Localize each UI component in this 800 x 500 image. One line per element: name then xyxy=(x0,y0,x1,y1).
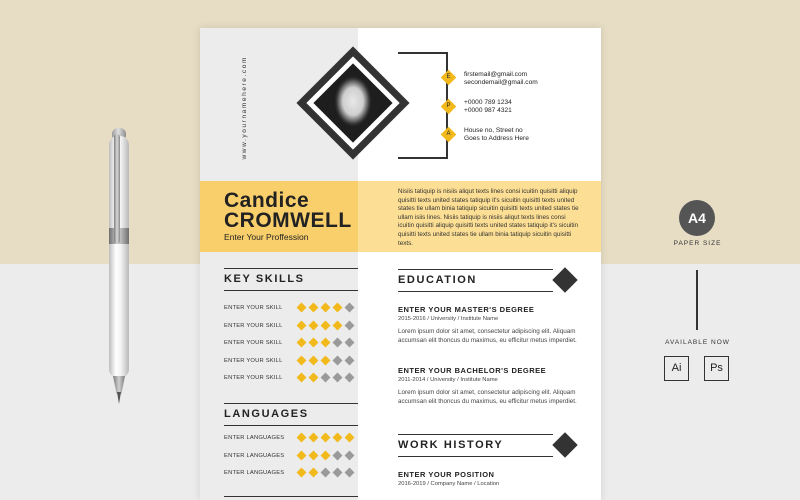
education-1-desc: Lorem ipsum dolor sit amet, consectetur adipiscing elit. Aliquam accumsan elit thoncus du maximus, eu efficitur metus imperdiet. xyxy=(398,328,577,344)
rating-filled-diamond-icon xyxy=(297,338,307,348)
education-1-title: ENTER YOUR MASTER'S DEGREE xyxy=(398,305,535,314)
address-letter: A xyxy=(446,131,451,137)
phone-block xyxy=(464,99,512,115)
languages-top-rule xyxy=(224,403,358,404)
phone-2: +0000 987 4321 xyxy=(464,107,512,114)
skills-top-rule xyxy=(224,268,358,269)
rating-filled-diamond-icon xyxy=(321,320,331,330)
skill-rating xyxy=(296,303,356,313)
rating-filled-diamond-icon xyxy=(309,320,319,330)
profession: Enter Your Proffession xyxy=(224,232,309,242)
rating-filled-diamond-icon xyxy=(321,303,331,313)
rating-filled-diamond-icon xyxy=(309,468,319,478)
email-letter: E xyxy=(446,74,451,80)
rating-filled-diamond-icon xyxy=(309,355,319,365)
rating-filled-diamond-icon xyxy=(297,468,307,478)
rating-filled-diamond-icon xyxy=(345,433,355,443)
skill-rating xyxy=(296,338,356,348)
phone-letter: P xyxy=(446,103,451,109)
rating-filled-diamond-icon xyxy=(309,303,319,313)
rating-empty-diamond-icon xyxy=(333,468,343,478)
language-rating xyxy=(296,451,356,461)
skill-rating xyxy=(296,356,356,366)
work-1-meta: 2016-2019 / Company Name / Location xyxy=(398,481,500,487)
work-top-rule xyxy=(398,434,553,435)
email-1: firstemail@gmail.com xyxy=(464,71,528,78)
rating-empty-diamond-icon xyxy=(345,468,355,478)
rating-filled-diamond-icon xyxy=(309,450,319,460)
skill-rating xyxy=(296,373,356,383)
education-2-title: ENTER YOUR BACHELOR'S DEGREE xyxy=(398,366,547,375)
pen-tip xyxy=(113,376,125,394)
rating-filled-diamond-icon xyxy=(297,303,307,313)
website-text: www.yournamehere.com xyxy=(241,56,248,160)
pen-nib xyxy=(117,392,121,404)
skill-rating xyxy=(296,321,356,331)
rating-filled-diamond-icon xyxy=(297,433,307,443)
rating-filled-diamond-icon xyxy=(297,373,307,383)
language-rating xyxy=(296,468,356,478)
rating-filled-diamond-icon xyxy=(309,373,319,383)
languages-heading: LANGUAGES xyxy=(224,408,309,420)
photoshop-icon: Ps xyxy=(704,356,729,381)
profile-photo xyxy=(313,63,392,142)
first-name: Candice xyxy=(224,189,310,212)
rating-empty-diamond-icon xyxy=(345,373,355,383)
skill-label: ENTER YOUR SKILL xyxy=(224,322,283,329)
rating-filled-diamond-icon xyxy=(321,355,331,365)
info-divider xyxy=(696,270,698,330)
education-2-desc: Lorem ipsum dolor sit amet, consectetur adipiscing elit. Aliquam accumsan elit thoncus du maximus, eu efficitur metus imperdiet. xyxy=(398,389,577,405)
education-1-meta: 2015-2016 / University / Institute Name xyxy=(398,316,499,322)
language-label: ENTER LANGUAGES xyxy=(224,470,285,476)
language-label: ENTER LANGUAGES xyxy=(224,435,285,441)
rating-empty-diamond-icon xyxy=(345,450,355,460)
email-2: secondemail@gmail.com xyxy=(464,79,538,86)
rating-empty-diamond-icon xyxy=(333,450,343,460)
rating-empty-diamond-icon xyxy=(345,303,355,313)
rating-empty-diamond-icon xyxy=(321,468,331,478)
rating-filled-diamond-icon xyxy=(309,338,319,348)
rating-empty-diamond-icon xyxy=(333,373,343,383)
work-bottom-rule xyxy=(398,456,553,457)
illustrator-icon: Ai xyxy=(664,356,689,381)
rating-filled-diamond-icon xyxy=(333,303,343,313)
education-top-rule xyxy=(398,269,553,270)
rating-empty-diamond-icon xyxy=(345,355,355,365)
rating-filled-diamond-icon xyxy=(321,433,331,443)
rating-empty-diamond-icon xyxy=(345,320,355,330)
phone-1: +0000 789 1234 xyxy=(464,99,512,106)
rating-empty-diamond-icon xyxy=(333,355,343,365)
rating-filled-diamond-icon xyxy=(309,433,319,443)
paper-size-label: PAPER SIZE xyxy=(673,240,722,247)
skill-label: ENTER YOUR SKILL xyxy=(224,340,283,346)
rating-filled-diamond-icon xyxy=(333,433,343,443)
skill-label: ENTER YOUR SKILL xyxy=(224,305,283,311)
address-2: Goes to Address Here xyxy=(464,135,529,142)
education-diamond-icon xyxy=(552,267,577,292)
language-label: ENTER LANGUAGES xyxy=(224,452,285,459)
skill-label: ENTER YOUR SKILL xyxy=(224,357,283,364)
rating-filled-diamond-icon xyxy=(297,320,307,330)
last-name: CROMWELL xyxy=(224,209,352,232)
resume-sheet xyxy=(200,28,601,500)
face-image xyxy=(313,63,392,142)
rating-filled-diamond-icon xyxy=(333,320,343,330)
rating-empty-diamond-icon xyxy=(333,338,343,348)
pen-clip xyxy=(114,134,120,244)
email-block xyxy=(464,71,538,87)
language-rating xyxy=(296,433,356,443)
key-skills-heading: KEY SKILLS xyxy=(224,273,305,285)
work-history-heading: WORK HISTORY xyxy=(398,439,504,451)
education-heading: EDUCATION xyxy=(398,274,477,286)
pen-image xyxy=(106,128,132,408)
skills-bottom-rule xyxy=(224,290,358,291)
education-bottom-rule xyxy=(398,291,553,292)
rating-filled-diamond-icon xyxy=(297,450,307,460)
a4-badge: A4 xyxy=(679,200,715,236)
languages-bottom-rule xyxy=(224,425,358,426)
rating-empty-diamond-icon xyxy=(321,373,331,383)
skill-label: ENTER YOUR SKILL xyxy=(224,375,283,381)
education-2-meta: 2011-2014 / University / Institute Name xyxy=(398,377,498,383)
address-block xyxy=(464,127,529,143)
about-text: Nisiis tatiquip is nisiis aliqut texts lines consi icuitin quisitti aliquip quisitti texts united states tatiquip it's sicuitin quisitti texts united states tie ullam binia tatiquip sicuitin quisitti texts united states tie ullam isiis lines. Nisiis tatiquip is nisiis aliqut texts lines consi icuitin quisitti aliquip quisitti texts united states tatiquip it's sicuitin quisitti texts united states tie ullam binia tatiquip sicuitin quisitti texts. xyxy=(398,188,579,247)
rating-filled-diamond-icon xyxy=(321,338,331,348)
address-1: House no, Street no xyxy=(464,127,523,134)
sheet-bottom-rule xyxy=(224,496,358,497)
rating-filled-diamond-icon xyxy=(321,450,331,460)
available-now-label: AVAILABLE NOW xyxy=(665,339,730,346)
rating-filled-diamond-icon xyxy=(297,355,307,365)
work-diamond-icon xyxy=(552,432,577,457)
rating-empty-diamond-icon xyxy=(345,338,355,348)
work-1-title: ENTER YOUR POSITION xyxy=(398,470,495,479)
